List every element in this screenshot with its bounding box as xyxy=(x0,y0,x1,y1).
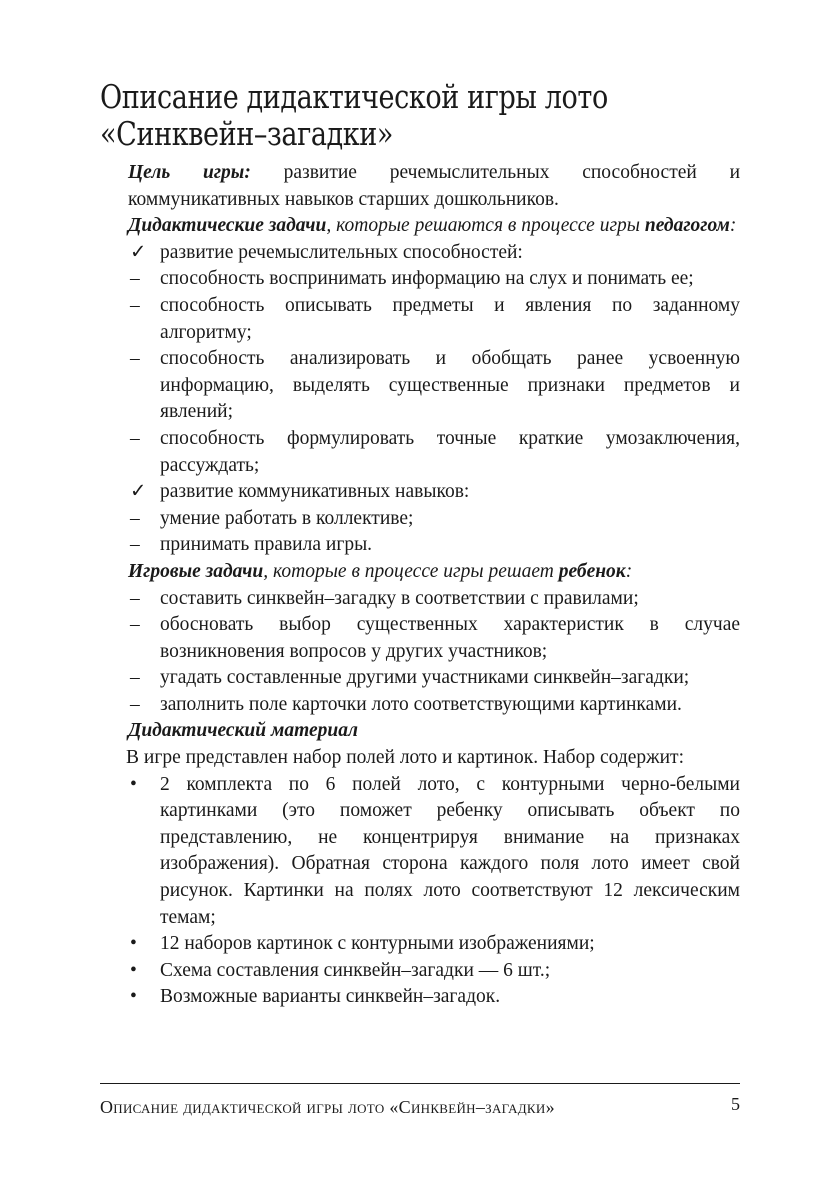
list-item xyxy=(128,293,740,346)
title-line-2: «Синквейн–загадки» xyxy=(100,114,394,153)
list-item xyxy=(128,958,740,985)
bullet-marker: • xyxy=(130,986,137,1008)
material-label: Дидактический материал xyxy=(128,720,358,742)
list-item xyxy=(128,692,740,719)
bullet-marker: • xyxy=(130,773,137,795)
list-item-text: составить синквейн–загадку в соответствии с правилами; xyxy=(160,587,639,609)
list-item-text: Схема составления синквейн–загадки — 6 шт.; xyxy=(160,959,551,981)
list-item xyxy=(128,612,740,665)
bullet-marker: • xyxy=(130,959,137,981)
list-item-text: развитие речемыслительных способностей: xyxy=(160,241,523,263)
list-item xyxy=(128,346,740,426)
page-number: 5 xyxy=(731,1094,740,1114)
list-item xyxy=(128,772,740,932)
didactic-tasks-who: педагогом xyxy=(644,215,730,237)
list-marker: – xyxy=(130,534,140,556)
document-body xyxy=(128,160,740,1011)
material-intro xyxy=(126,745,740,772)
goal-paragraph xyxy=(128,160,740,213)
goal-text: развитие речемыслительных способностей и коммуникативных навыков старших дошкольников. xyxy=(128,162,741,210)
list-item-text: развитие коммуникативных навыков: xyxy=(160,481,470,503)
list-item xyxy=(128,931,740,958)
game-task-list xyxy=(128,586,740,719)
list-item-text: 2 комплекта по 6 полей лото, с контурными черно-белыми картинками (это поможет ребенку описывать объект по представлению, не концентрируя внимание на признаках изображения). Обратная сторона каждого поля лото имеет свой рисунок. Картинки на полях лото соответствуют 12 лексическим темам; xyxy=(160,773,740,928)
didactic-tasks-colon: : xyxy=(729,215,737,237)
list-marker: – xyxy=(130,614,140,636)
list-item-text: способность формулировать точные краткие умозаключения, рассуждать; xyxy=(160,427,740,476)
list-item-text: Возможные варианты синквейн–загадок. xyxy=(160,986,501,1008)
game-tasks-label: Игровые задачи xyxy=(128,560,264,582)
list-item xyxy=(128,426,740,479)
list-item-text: умение работать в коллективе; xyxy=(160,507,414,529)
list-marker: – xyxy=(130,587,140,609)
game-tasks-text: , которые в процессе игры решает xyxy=(263,560,559,582)
list-item-text: способность воспринимать информацию на слух и понимать ее; xyxy=(160,268,694,290)
list-item-text: 12 наборов картинок с контурными изображениями; xyxy=(160,933,595,955)
list-item xyxy=(128,984,740,1011)
bullet-marker: • xyxy=(130,933,137,955)
list-item-text: принимать правила игры. xyxy=(160,534,373,556)
running-footer-title: Описание дидактической игры лото «Синквейн–загадки» xyxy=(100,1097,555,1117)
page-title xyxy=(100,78,625,152)
list-item xyxy=(128,586,740,613)
game-tasks-colon: : xyxy=(625,560,633,582)
list-item xyxy=(128,665,740,692)
list-marker: – xyxy=(130,427,140,449)
title-line-1: Описание дидактической игры лото xyxy=(100,77,608,116)
game-tasks-heading xyxy=(128,559,740,586)
list-marker: – xyxy=(130,507,140,529)
list-item xyxy=(128,532,740,559)
list-item-text: способность анализировать и обобщать ранее усвоенную информацию, выделять существенные признаки предметов и явлений; xyxy=(160,348,740,423)
list-item xyxy=(128,479,740,506)
list-item xyxy=(128,266,740,293)
list-item xyxy=(128,506,740,533)
material-intro-text: В игре представлен набор полей лото и картинок. Набор содержит: xyxy=(126,747,684,769)
list-marker: – xyxy=(130,693,140,715)
list-marker: ✓ xyxy=(130,481,147,503)
footer-divider xyxy=(100,1083,740,1084)
list-marker: – xyxy=(130,667,140,689)
didactic-task-list xyxy=(128,240,740,559)
didactic-tasks-text: , которые решаются в процессе игры xyxy=(326,215,645,237)
game-tasks-who: ребенок xyxy=(558,560,626,582)
material-list xyxy=(128,772,740,1011)
list-marker: – xyxy=(130,294,140,316)
list-item xyxy=(128,240,740,267)
list-item-text: заполнить поле карточки лото соответствующими картинками. xyxy=(160,693,682,715)
goal-label: Цель игры: xyxy=(128,162,251,183)
material-heading xyxy=(128,718,740,745)
list-item-text: способность описывать предметы и явления по заданному алгоритму; xyxy=(160,294,740,343)
list-item-text: обосновать выбор существенных характеристик в случае возникновения вопросов у других участников; xyxy=(160,614,740,662)
list-marker: – xyxy=(130,348,140,370)
list-item-text: угадать составленные другими участниками синквейн–загадки; xyxy=(160,667,690,689)
didactic-tasks-heading xyxy=(128,213,740,240)
didactic-tasks-label: Дидактические задачи xyxy=(128,215,327,237)
list-marker: ✓ xyxy=(130,241,147,263)
list-marker: – xyxy=(130,268,140,290)
